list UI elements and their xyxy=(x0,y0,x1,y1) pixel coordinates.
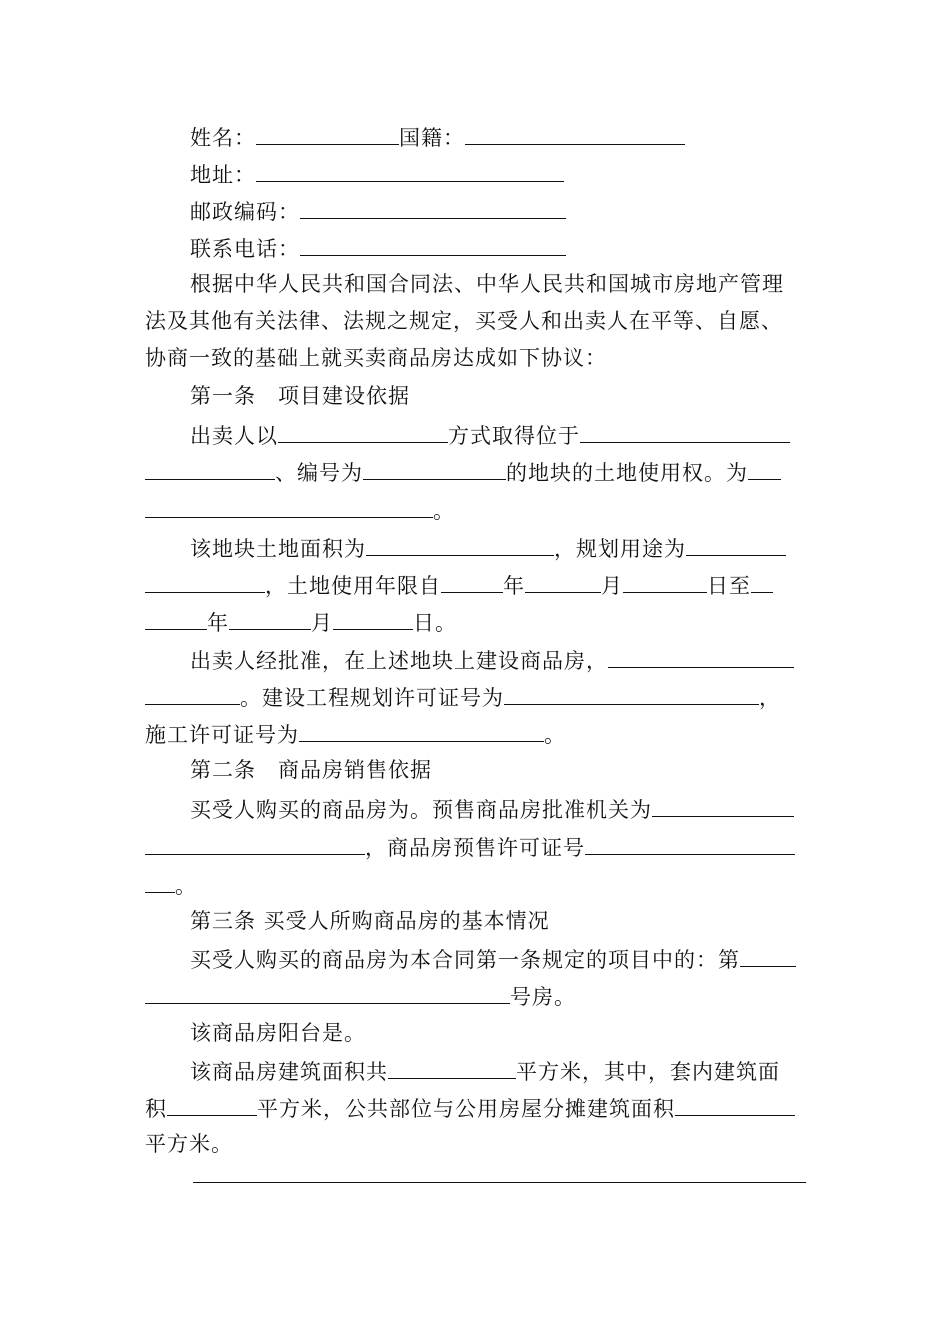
buyer-postcode-line xyxy=(190,192,566,228)
buyer-name-line xyxy=(190,118,685,154)
article1-heading xyxy=(190,378,410,414)
land-use-blank-cont[interactable] xyxy=(145,566,265,593)
article1-text: 。 xyxy=(544,723,566,747)
article1-p1-line2 xyxy=(145,453,781,489)
phone-blank[interactable] xyxy=(300,229,566,256)
article1-text: 。建设工程规划许可证号为 xyxy=(240,686,504,710)
article1-p2-line2 xyxy=(145,566,773,602)
name-label: 姓名： xyxy=(190,126,256,150)
bottom-rule xyxy=(193,1182,806,1183)
year-label: 年 xyxy=(503,574,525,598)
article3-p2: 该商品房阳台是。 xyxy=(190,1021,366,1045)
land-use-blank[interactable] xyxy=(686,529,786,556)
article1-text: 的地块的土地使用权。为 xyxy=(506,461,748,485)
buyer-address-line xyxy=(190,155,564,191)
purpose-blank[interactable] xyxy=(748,453,781,480)
nationality-blank[interactable] xyxy=(465,118,685,145)
buyer-phone-line xyxy=(190,229,566,265)
address-label: 地址： xyxy=(190,163,256,187)
phone-label: 联系电话： xyxy=(190,237,300,261)
preamble-line-1: 根据中华人民共和国合同法、中华人民共和国城市房地产管理 xyxy=(190,272,784,296)
year-label: 年 xyxy=(207,611,229,635)
presale-authority-blank[interactable] xyxy=(652,790,794,817)
article2-number: 第二条 xyxy=(190,758,256,782)
article1-text: 方式取得位于 xyxy=(448,424,580,448)
article1-text: ，土地使用年限自 xyxy=(265,574,441,598)
article1-p3-line2 xyxy=(145,678,781,714)
article2-heading xyxy=(190,752,432,788)
article1-p3-line1 xyxy=(190,641,794,677)
preamble-line-3: 协商一致的基础上就买卖商品房达成如下协议： xyxy=(145,346,607,370)
presale-permit-blank[interactable] xyxy=(585,828,795,855)
article1-p2-line3 xyxy=(145,603,457,639)
article3-p1-line1 xyxy=(190,940,796,976)
article3-text: 平方米，其中，套内建筑面 xyxy=(516,1060,780,1084)
article3-text: 积 xyxy=(145,1097,167,1121)
article1-title: 项目建设依据 xyxy=(278,384,410,408)
article3-text: 该商品房建筑面积共 xyxy=(190,1060,388,1084)
article1-p1-line3 xyxy=(145,491,455,527)
postcode-label: 邮政编码： xyxy=(190,200,300,224)
article3-p3-line1 xyxy=(190,1052,780,1088)
shared-area-blank[interactable] xyxy=(675,1089,795,1116)
building-area-blank[interactable] xyxy=(388,1052,516,1079)
purpose-blank-cont[interactable] xyxy=(145,491,433,518)
construction-permit-blank[interactable] xyxy=(299,715,544,742)
inner-area-blank[interactable] xyxy=(167,1089,257,1116)
article3-p1-line2 xyxy=(145,977,576,1013)
location-blank-cont[interactable] xyxy=(145,453,275,480)
article1-text: 该地块土地面积为 xyxy=(190,537,366,561)
article2-title: 商品房销售依据 xyxy=(278,758,432,782)
article3-p3-line2 xyxy=(145,1089,795,1125)
start-year-blank[interactable] xyxy=(441,566,503,593)
article2-p1-line1 xyxy=(190,790,794,826)
day-label: 日。 xyxy=(413,611,457,635)
day-to-label: 日至 xyxy=(707,574,751,598)
presale-authority-blank-cont[interactable] xyxy=(145,828,365,855)
acquire-method-blank[interactable] xyxy=(278,416,448,443)
lot-number-blank[interactable] xyxy=(363,453,506,480)
article2-text: ，商品房预售许可证号 xyxy=(365,836,585,860)
name-blank[interactable] xyxy=(256,118,399,145)
article1-text: 施工许可证号为 xyxy=(145,723,299,747)
article1-p3-line3 xyxy=(145,715,566,751)
article3-heading: 第三条 买受人所购商品房的基本情况 xyxy=(190,909,550,933)
article3-text: 平方米，公共部位与公用房屋分摊建筑面积 xyxy=(257,1097,675,1121)
postcode-blank[interactable] xyxy=(300,192,566,219)
land-area-blank[interactable] xyxy=(366,529,554,556)
planning-permit-blank[interactable] xyxy=(504,678,759,705)
start-month-blank[interactable] xyxy=(525,566,601,593)
start-day-blank[interactable] xyxy=(623,566,707,593)
article1-p1-line1 xyxy=(190,416,790,452)
unit-number-blank[interactable] xyxy=(740,940,796,967)
preamble-line-2: 法及其他有关法律、法规之规定，买受人和出卖人在平等、自愿、 xyxy=(145,309,783,333)
article1-number: 第一条 xyxy=(190,384,256,408)
end-year-blank-cont[interactable] xyxy=(145,603,207,630)
unit-number-blank-cont[interactable] xyxy=(145,977,510,1004)
article1-text: 出卖人以 xyxy=(190,424,278,448)
article1-p2-line1 xyxy=(190,529,786,565)
address-blank[interactable] xyxy=(256,155,564,182)
approval-blank-cont[interactable] xyxy=(145,678,240,705)
presale-permit-blank-cont[interactable] xyxy=(145,866,175,893)
month-label: 月 xyxy=(311,611,333,635)
article3-p3-line3: 平方米。 xyxy=(145,1132,233,1156)
article1-text: 。 xyxy=(433,499,455,523)
article3-text: 号房。 xyxy=(510,985,576,1009)
month-label: 月 xyxy=(601,574,623,598)
end-year-blank[interactable] xyxy=(751,566,773,593)
article2-text: 。 xyxy=(175,874,197,898)
article1-text: ， xyxy=(759,686,781,710)
end-day-blank[interactable] xyxy=(333,603,413,630)
article2-text: 买受人购买的商品房为。预售商品房批准机关为 xyxy=(190,798,652,822)
article1-text: ，规划用途为 xyxy=(554,537,686,561)
approval-blank[interactable] xyxy=(608,641,794,668)
nationality-label: 国籍： xyxy=(399,126,465,150)
article2-p1-line2 xyxy=(145,828,795,864)
article2-p1-line3 xyxy=(145,866,197,902)
end-month-blank[interactable] xyxy=(229,603,311,630)
article3-text: 买受人购买的商品房为本合同第一条规定的项目中的：第 xyxy=(190,948,740,972)
location-blank[interactable] xyxy=(580,416,790,443)
article1-text: 、编号为 xyxy=(275,461,363,485)
article1-text: 出卖人经批准，在上述地块上建设商品房， xyxy=(190,649,608,673)
